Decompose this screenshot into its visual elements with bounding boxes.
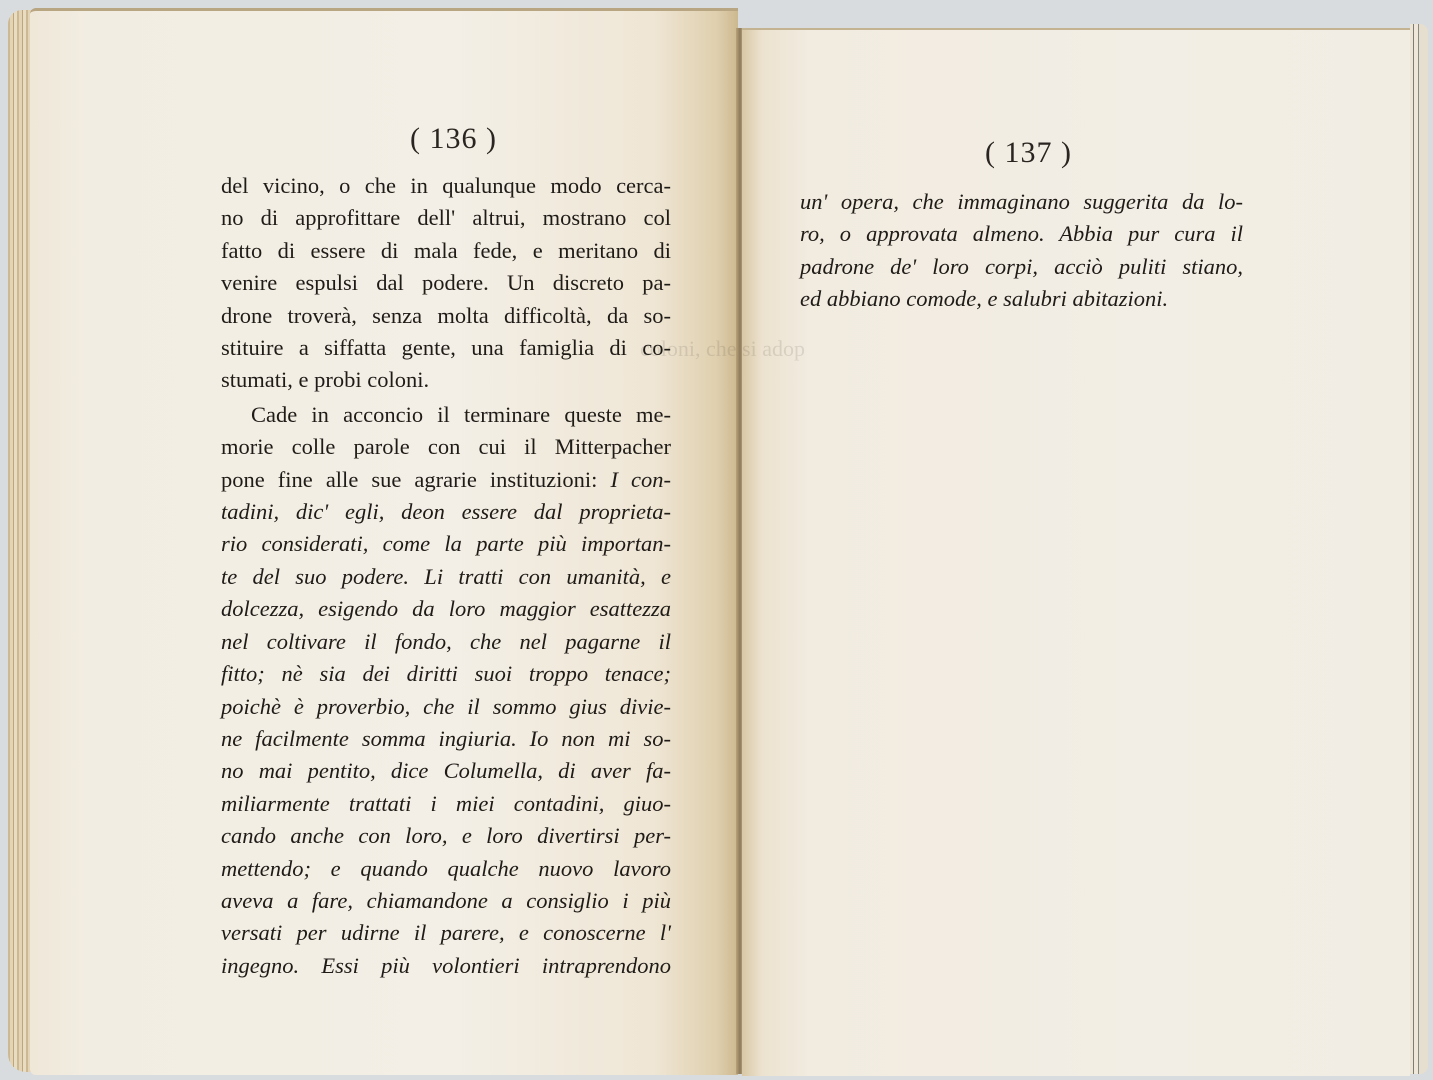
italic-quote-line: versati per udirne il parere, e conoscerne l': [221, 920, 671, 946]
italic-quote-line: dolcezza, esigendo da loro maggior esattezza: [221, 596, 671, 622]
italic-quote-line: poichè è proverbio, che il sommo gius divie-: [221, 693, 671, 719]
italic-quote-line: fitto; nè sia dei diritti suoi troppo tenace;: [221, 661, 671, 687]
text-line: fatto di essere di mala fede, e meritano di: [221, 237, 671, 263]
italic-quote-line: no mai pentito, dice Columella, di aver fa-: [221, 758, 671, 784]
left-page-text: [221, 170, 671, 982]
show-through-text: coloni, che si adop: [640, 336, 805, 361]
roman-segment: pone fine alle sue agrarie instituzioni:: [221, 466, 611, 492]
italic-quote-line: un' opera, che immaginano suggerita da lo-: [800, 189, 1243, 214]
paragraph-1: [221, 170, 671, 397]
italic-quote-line: ne facilmente somma ingiuria. Io non mi so-: [221, 725, 671, 751]
italic-quote-line: miliarmente trattati i miei contadini, giuo-: [221, 790, 671, 816]
italic-quote-line: te del suo podere. Li tratti con umanità, e: [221, 563, 671, 589]
text-line: stituire a siffatta gente, una famiglia di co-: [221, 335, 671, 361]
italic-quote-line: ro, o approvata almeno. Abbia pur cura il: [800, 221, 1243, 247]
text-line: no di approfittare dell' altrui, mostrano col: [221, 205, 671, 231]
italic-quote-line: aveva a fare, chiamandone a consiglio i più: [221, 887, 671, 913]
italic-quote-start: I con-: [610, 466, 671, 492]
italic-quote-line: ed abbiano comode, e salubri abitazioni.: [800, 286, 1169, 312]
text-line: del vicino, o che in qualunque modo cerca-: [221, 173, 671, 198]
text-line: morie colle parole con cui il Mitterpacher: [221, 434, 671, 460]
right-page-stack-edge: [1410, 24, 1428, 1074]
text-line-mixed: [221, 464, 671, 496]
italic-quote-line: tadini, dic' egli, deon essere dal proprieta-: [221, 499, 671, 525]
text-line: drone troverà, senza molta difficoltà, da so-: [221, 302, 671, 328]
italic-quote-line: ingegno. Essi più volontieri intraprendono: [221, 952, 671, 978]
italic-quote-line: cando anche con loro, e loro divertirsi per-: [221, 823, 671, 849]
text-line: venire espulsi dal podere. Un discreto pa-: [221, 270, 671, 296]
text-line: Cade in acconcio il terminare queste me-: [251, 401, 671, 427]
paragraph-2: [221, 399, 671, 982]
italic-quote-line: nel coltivare il fondo, che nel pagarne il: [221, 628, 671, 654]
text-line: stumati, e probi coloni.: [221, 367, 430, 393]
italic-quote-line: padrone de' loro corpi, acciò puliti stiano,: [800, 253, 1243, 279]
italic-quote-line: rio considerati, come la parte più importan-: [221, 531, 671, 557]
right-page-text: [800, 186, 1243, 316]
page-number-right: ( 137 ): [985, 136, 1072, 169]
italic-quote-line: mettendo; e quando qualche nuovo lavoro: [221, 855, 671, 881]
page-number-left: ( 136 ): [410, 122, 497, 155]
